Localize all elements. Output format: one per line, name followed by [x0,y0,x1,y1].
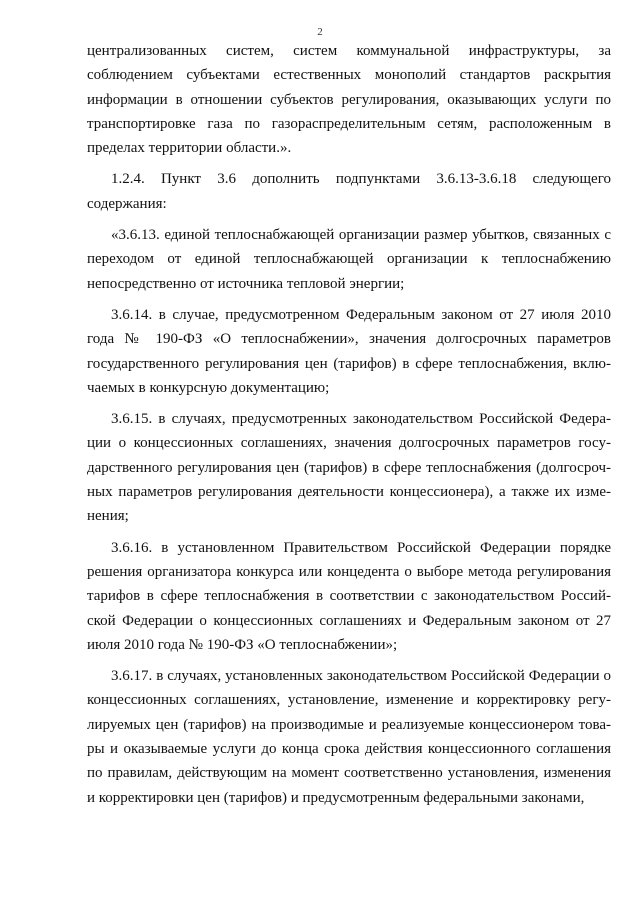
paragraph-3-6-15: 3.6.15. в случаях, предусмотренных законодательством Российской Федерации о концессионных соглашениях, значения долгосрочных параметров государственного регулирования цен (тарифов) в сфере теплоснабжения (долгосрочных параметров регулирования деятельности концессионера), а также их изменения; [87,411,611,525]
paragraph-3-6-14: 3.6.14. в случае, предусмотренном Федеральным законом от 27 июля 2010 года № 190-ФЗ «О теплоснабжении», значения долгосрочных параметров государственного регулирования цен (тарифов) в сфере теплоснабжения, включаемых в конкурсную документацию; [87,306,611,396]
paragraph-1-2-4: 1.2.4. Пункт 3.6 дополнить подпунктами 3.6.13-3.6.18 следующего содержания: [87,171,611,212]
paragraph-3-6-16: 3.6.16. в установленном Правительством Российской Федерации порядке решения организатора конкурса или концедента о выборе метода регулирования тарифов в сфере теплоснабжения в соответствии с законодательством Российской Федерации о концессионных соглашениях и Федеральным законом от 27 июля 2010 года № 190-ФЗ «О теплоснабжении»; [87,539,611,653]
document-body [87,39,611,810]
page-number: 2 [317,26,323,38]
paragraph-continuation: централизованных систем, систем коммунальной инфраструктуры, за соблюдением субъектами естественных монополий стандартов раскрытия информации в отношении субъектов регулирования, оказывающих услуги по транспортировке газа по газораспределительным сетям, расположенным в пределах территории области.». [87,43,611,157]
paragraph-3-6-13: «3.6.13. единой теплоснабжающей организации размер убытков, связанных с переходом от единой теплоснабжающей организации к теплоснабжению непосредственно от источника тепловой энергии; [87,227,611,292]
paragraph-3-6-17: 3.6.17. в случаях, установленных законодательством Российской Федерации о концессионных соглашениях, установление, изменение и корректировку регулируемых цен (тарифов) на производимые и реализуемые концессионером товары и оказываемые услуги до конца срока действия концессионного соглашения по правилам, действующим на момент соответственно установления, изменения и корректировки цен (тарифов) и предусмотренным федеральными законами, [87,668,611,806]
